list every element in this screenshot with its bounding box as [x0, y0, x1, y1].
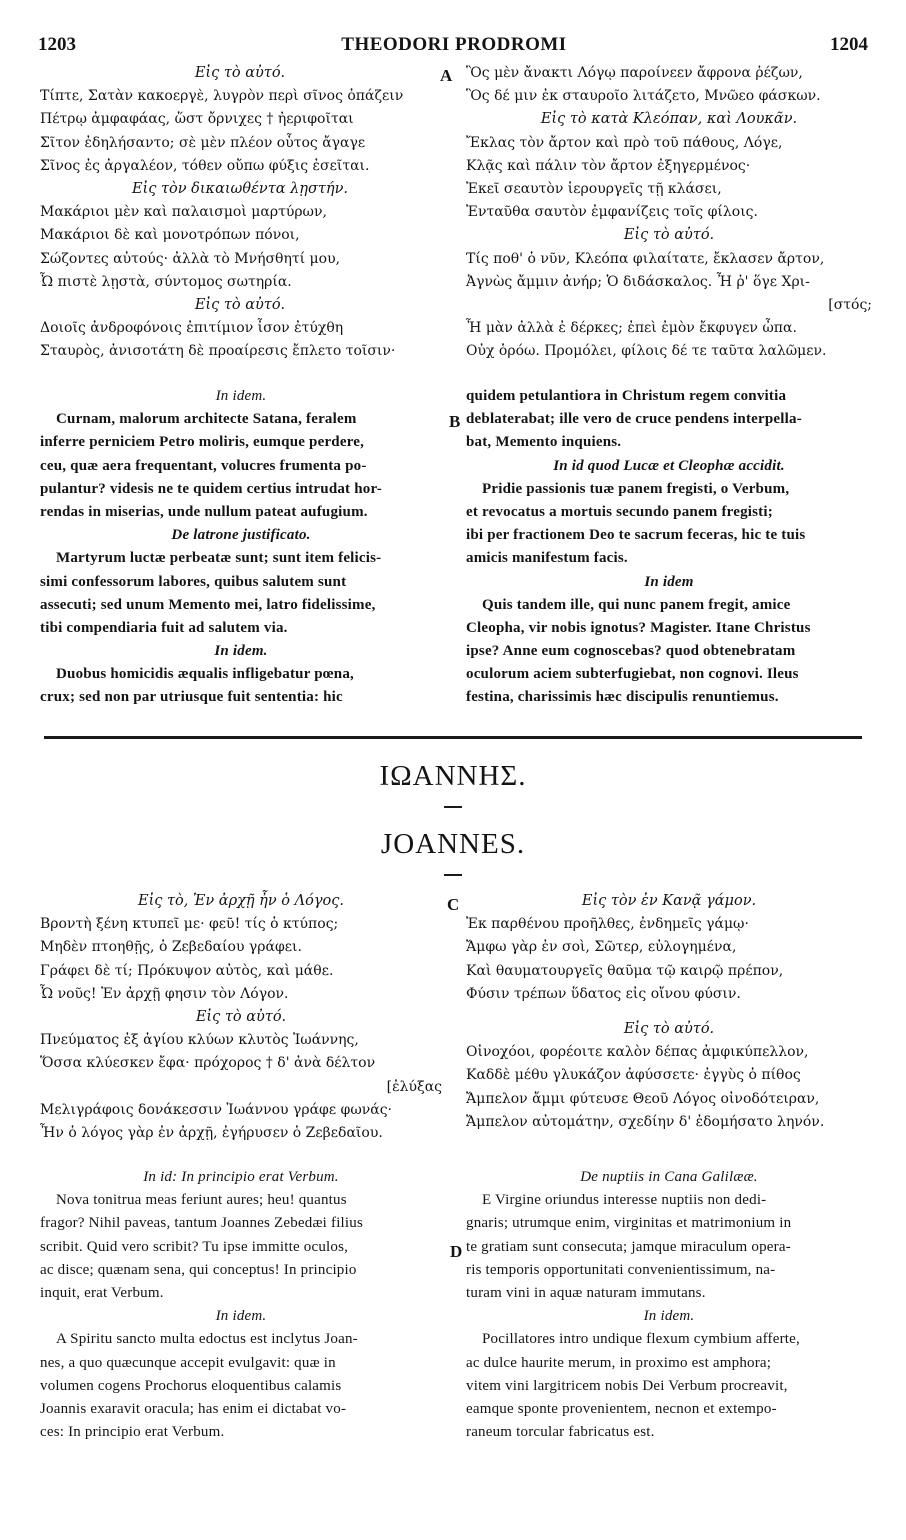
text-line: rendas in miserias, unde nullum pateat aufugium.	[40, 503, 368, 520]
text-line: ac disce; quænam sena, qui conceptus! In principio	[40, 1261, 357, 1278]
section-divider	[44, 736, 862, 739]
section-heading: In idem.	[215, 1308, 267, 1325]
greek-column-right-bottom	[466, 890, 872, 1134]
text-line: simi confessorum labores, quibus salutem sunt	[40, 573, 347, 590]
verse-line: Γράφει δὲ τί; Πρόκυψον αὐτὸς, καὶ μάθε.	[40, 962, 334, 979]
verse-line: Πνεύματος ἐξ ἁγίου κλύων κλυτὸς Ἰωάννης,	[40, 1032, 359, 1049]
verse-line: Ἐκεῖ σεαυτὸν ἱερουργεῖς τῇ κλάσει,	[466, 180, 722, 197]
text-line: oculorum aciem subterfugiebat, non cognovi. Ileus	[466, 666, 799, 683]
running-header	[30, 34, 878, 62]
section-heading: In idem	[644, 573, 694, 590]
verse-line: Καδδὲ μέθυ γλυκάζον ἀφύσσετε· ἐγγὺς ὁ πίθος	[466, 1067, 801, 1084]
verse-line: Ὃς δέ μιν ἐκ σταυροῖο λιτάζετο, Μνῶεο φάσκων.	[466, 88, 821, 105]
text-line: E Virgine oriundus interesse nuptiis non dedi-	[482, 1192, 767, 1209]
text-line: Cleopha, vir nobis ignotus? Magister. Itane Christus	[466, 619, 811, 636]
verse-line: Καὶ θαυματουργεῖς θαῦμα τῷ καιρῷ πρέπον,	[466, 962, 784, 979]
verse-line-continuation: [στός;	[828, 296, 872, 313]
verse-line: Μακάριοι μὲν καὶ παλαισμοὶ μαρτύρων,	[40, 204, 327, 221]
text-line: Nova tonitrua meas feriunt aures; heu! quantus	[56, 1192, 347, 1209]
margin-mark-d: D	[450, 1242, 463, 1261]
latin-column-left-bottom	[40, 1166, 442, 1444]
verse-line: Μηδὲν πτοηθῇς, ὁ Ζεβεδαίου γράφει.	[40, 939, 302, 956]
verse-line: Ἐκ παρθένου προῆλθες, ἐνδημεῖς γάμῳ·	[466, 916, 749, 933]
margin-mark-b: B	[449, 412, 461, 431]
verse-heading: Εἰς τὸν ἐν Κανᾷ γάμον.	[581, 893, 757, 909]
verse-heading: Εἰς τὸ αὐτό.	[623, 227, 715, 244]
text-line: deblaterabat; ille vero de cruce pendens interpella-	[466, 411, 802, 428]
verse-heading: Εἰς τὸ, Ἐν ἀρχῇ ἦν ὁ Λόγος.	[138, 893, 344, 909]
verse-line: Μακάριοι δὲ καὶ μονοτρόπων πόνοι,	[40, 227, 300, 244]
text-line: Pridie passionis tuæ panem fregisti, o Verbum,	[482, 480, 790, 497]
greek-column-right-top	[466, 62, 872, 363]
text-line: scribit. Quid vero scribit? Tu ipse immitte oculos,	[40, 1238, 349, 1255]
section-heading: De latrone justificato.	[171, 527, 311, 544]
text-line: bat, Memento inquiens.	[466, 434, 622, 451]
section-heading: In idem.	[214, 643, 268, 660]
section-heading: In idem.	[643, 1308, 695, 1325]
text-line: turam vini in aquæ naturam immutans.	[466, 1284, 706, 1301]
verse-line: Ὦ νοῦς! Ἐν ἀρχῇ φησιν τὸν Λόγον.	[40, 985, 289, 1002]
text-line: ris temporis opportunitati convenientissimum, na-	[466, 1261, 776, 1278]
text-line: ac dulce haurite merum, in proximo est amphora;	[466, 1354, 772, 1371]
verse-heading: Εἰς τὸ αὐτό.	[194, 296, 286, 313]
text-line: raneum torcular fabricatus est.	[466, 1424, 655, 1441]
text-line: ceu, quæ aera frequentant, volucres frumenta po-	[40, 457, 367, 474]
text-line: A Spiritu sancto multa edoctus est inclytus Joan-	[56, 1331, 358, 1348]
verse-line: Ὦ πιστὲ λῃστὰ, σύντομος σωτηρία.	[40, 273, 292, 290]
verse-line: Ἄμφω γὰρ ἐν σοὶ, Σῶτερ, εὐλογημένα,	[466, 939, 737, 956]
verse-heading: Εἰς τὸ αὐτό.	[194, 65, 286, 81]
text-line: ipse? Anne eum cognoscebas? quod obtenebratam	[466, 643, 796, 660]
verse-line: Σῖνος ἐς ἀργαλέον, τόθεν οὔπω φύξις ἐσεῖται.	[40, 157, 370, 174]
verse-line: Ἐνταῦθα σαυτὸν ἐμφανίζεις τοῖς φίλοις.	[466, 204, 758, 221]
verse-line: Μελιγράφοις δονάκεσσιν Ἰωάννου γράφε φωνάς·	[40, 1101, 393, 1118]
latin-column-left-top	[40, 385, 442, 710]
margin-mark-c: C	[447, 895, 460, 914]
verse-line: Κλᾷς καὶ πάλιν τὸν ἄρτον ἐξηγερμένος·	[466, 157, 751, 174]
verse-line: Ἔκλας τὸν ἄρτον καὶ πρὸ τοῦ πάθους, Λόγε,	[466, 134, 783, 151]
verse-line: Φύσιν τρέπων ὕδατος εἰς οἴνου φύσιν.	[466, 985, 741, 1002]
verse-line: Ἀγνὼς ἄμμιν ἀνήρ; Ὁ διδάσκαλος. Ἦ ῥ' ὅγε Χρι-	[466, 273, 810, 290]
verse-line: Τίς ποθ' ὁ νῦν, Κλεόπα φιλαίτατε, ἔκλασεν ἄρτον,	[466, 250, 825, 267]
text-line: Duobus homicidis æqualis infligebatur pœna,	[56, 666, 354, 683]
greek-column-left-top	[40, 62, 440, 363]
title-dash	[444, 806, 462, 808]
section-heading: In id quod Lucæ et Cleophæ accidit.	[553, 457, 785, 474]
text-line: assecuti; sed unum Memento mei, latro fidelissime,	[40, 596, 376, 613]
text-line: nes, a quo quæcunque accepit evulgavit: quæ in	[40, 1354, 336, 1371]
section-title-greek: ΙΩΑΝΝΗΣ.	[379, 760, 527, 792]
text-line: te gratiam sunt consecuta; jamque miraculum opera-	[466, 1238, 791, 1255]
verse-line: Βροντὴ ξένη κτυπεῖ με· φεῦ! τίς ὁ κτύπος;	[40, 916, 339, 933]
running-title: THEODORI PRODROMI	[341, 34, 567, 55]
text-line: amicis manifestum facis.	[466, 550, 628, 567]
text-line: Pocillatores intro undique flexum cymbium afferte,	[482, 1331, 800, 1348]
verse-line-continuation: [ἐλύξας	[386, 1078, 442, 1095]
verse-line: Ἦ μὰν ἀλλὰ ἐ δέρκες; ἐπεὶ ἐμὸν ἔκφυγεν ὦπα.	[466, 320, 797, 337]
latin-column-right-top	[466, 385, 872, 710]
greek-column-left-bottom	[40, 890, 442, 1145]
text-line: Joannis exaravit oracula; has enim ei dictabat vo-	[40, 1400, 347, 1417]
page-number-left: 1203	[38, 34, 76, 55]
text-line: volumen cogens Prochorus eloquentibus calamis	[40, 1377, 342, 1394]
verse-line: Σῖτον ἐδηλήσαντο; σὲ μὲν πλέον οὗτος ἄγαγε	[40, 134, 366, 151]
verse-line: Τίπτε, Σατὰν κακοεργὲ, λυγρὸν περὶ σῖνος ὀπάζειν	[40, 88, 404, 105]
text-line: festina, charissimis hæc discipulis renuntiemus.	[466, 689, 779, 706]
verse-line: Σώζοντες αὐτούς· ἀλλὰ τὸ Μνήσθητί μου,	[40, 250, 341, 267]
text-line: Quis tandem ille, qui nunc panem fregit, amice	[482, 596, 791, 613]
text-line: pulantur? videsis ne te quidem certius intrudat hor-	[40, 480, 382, 497]
text-line: ibi per fractionem Deo te sacrum feceras, hic te tuis	[466, 527, 806, 544]
verse-line: Ἦν ὁ λόγος γὰρ ἐν ἀρχῇ, ἐγήρυσεν ὁ Ζεβεδαῖου.	[40, 1124, 383, 1141]
section-title-latin: JOANNES.	[380, 828, 526, 860]
page-number-right: 1204	[830, 34, 868, 55]
margin-mark-a: A	[440, 66, 453, 85]
text-line: et revocatus a mortuis secundo panem fregisti;	[466, 503, 773, 520]
title-dash	[444, 874, 462, 876]
text-line: quidem petulantiora in Christum regem convitia	[466, 388, 787, 404]
latin-column-right-bottom	[466, 1166, 872, 1444]
verse-line: Ὅσσα κλύεσκεν ἔφα· πρόχορος † δ' ἀνὰ δέλτον	[40, 1055, 376, 1072]
verse-line: Δοιοῖς ἀνδροφόνοις ἐπιτίμιον ἶσον ἐτύχθη	[40, 320, 344, 337]
text-line: inferre perniciem Petro moliris, eumque perdere,	[40, 434, 365, 451]
text-line: crux; sed non par utriusque fuit sententia: hic	[40, 689, 343, 706]
verse-heading: Εἰς τὸ αὐτό.	[195, 1008, 287, 1025]
text-line: Curnam, malorum architecte Satana, feralem	[56, 411, 357, 428]
text-line: Martyrum luctæ perbeatæ sunt; sunt item felicis-	[56, 550, 382, 567]
text-line: eamque sponte provenientem, necnon et extempo-	[466, 1400, 777, 1417]
section-heading: In id: In principio erat Verbum.	[143, 1169, 339, 1185]
section-heading: De nuptiis in Cana Galilææ.	[580, 1169, 758, 1185]
verse-line: Ὃς μὲν ἄνακτι Λόγῳ παροίνεεν ἄφρονα ῥέζων,	[466, 65, 803, 81]
verse-line: Οἰνοχόοι, φορέοιτε καλὸν δέπας ἀμφικύπελλον,	[466, 1044, 809, 1061]
verse-line: Ἄμπελον ἄμμι φύτευσε Θεοῦ Λόγος οἰνοδότειραν,	[466, 1090, 820, 1107]
verse-line: Σταυρὸς, ἀνισοτάτη δὲ προαίρεσις ἔπλετο τοῖσιν·	[40, 343, 396, 360]
text-line: fragor? Nihil paveas, tantum Joannes Zebedæi filius	[40, 1215, 364, 1232]
text-line: tibi compendiaria fuit ad salutem via.	[40, 619, 288, 636]
text-line: ces: In principio erat Verbum.	[40, 1424, 225, 1441]
text-line: inquit, erat Verbum.	[40, 1284, 164, 1301]
verse-heading: Εἰς τὸ κατὰ Κλεόπαν, καὶ Λουκᾶν.	[540, 111, 798, 128]
section-heading: In idem.	[215, 388, 267, 404]
verse-line: Οὐχ ὁρόω. Προμόλει, φίλοις δέ τε ταῦτα λαλῶμεν.	[466, 343, 827, 360]
verse-heading: Εἰς τὸ αὐτό.	[623, 1020, 715, 1037]
verse-line: Ἄμπελον αὐτομάτην, σχεδίην δ' ἐδομήσατο ληνόν.	[466, 1113, 825, 1130]
text-line: vitem vini largitricem nobis Dei Verbum procreavit,	[466, 1377, 788, 1394]
text-line: gnaris; utrumque enim, virginitas et matrimonium in	[466, 1215, 792, 1232]
verse-heading: Εἰς τὸν δικαιωθέντα λῃστήν.	[131, 180, 349, 197]
verse-line: Πέτρῳ ἀμφαφάας, ὥστ ὄρνιχες † ἠεριφοῖται	[40, 111, 354, 128]
